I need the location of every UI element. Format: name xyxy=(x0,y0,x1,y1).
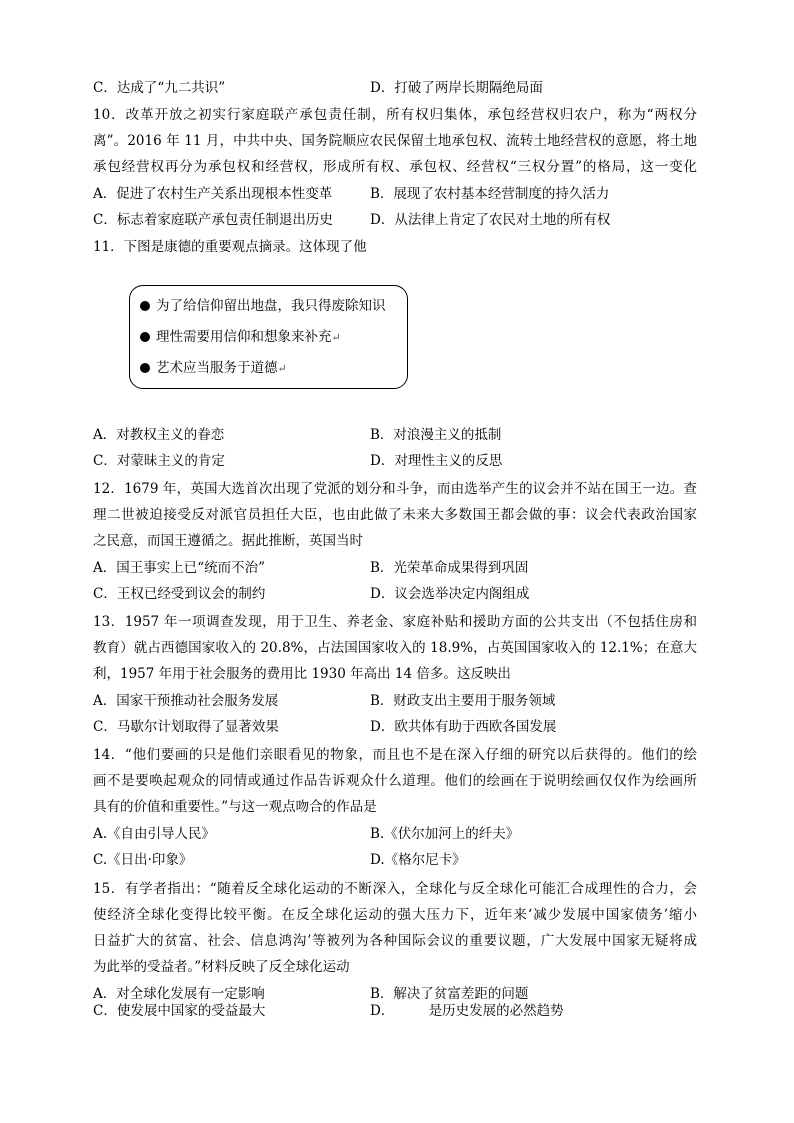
q14-option-a: A.《自由引导人民》 xyxy=(93,826,216,842)
q13-option-d: D．欧共体有助于西欧各国发展 xyxy=(370,719,557,735)
q11-option-c: C．对蒙昧主义的肯定 xyxy=(93,453,225,469)
q10-stem-line1: 10．改革开放之初实行家庭联产承包责任制，所有权归集体，承包经营权归农户，称为“两权分 xyxy=(93,107,697,123)
q13-option-a: A．国家干预推动社会服务发展 xyxy=(93,693,279,709)
q12-option-c: C．王权已经受到议会的制约 xyxy=(93,586,266,602)
q12-option-a: A．国王事实上已“统而不治” xyxy=(93,560,266,576)
q12-stem-line1: 12．1679 年，英国大选首次出现了党派的划分和斗争，而由选举产生的议会并不站在国王一边。查 xyxy=(93,481,697,497)
q10-stem-line2: 离”。2016 年 11 月，中共中央、国务院顺应农民保留土地承包权、流转土地经营权的意愿，将土地 xyxy=(93,133,697,149)
kant-quote-item: 为了给信仰留出地盘，我只得废除知识 xyxy=(140,297,386,315)
q12-option-d: D．议会选举决定内阁组成 xyxy=(370,586,530,602)
q15-stem-line3: 日益扩大的贫富、社会、信息鸿沟’等被列为各种国际会议的重要议题，广大发展中国家无疑将成 xyxy=(93,933,697,949)
q15-stem-line2: 使经济全球化变得比较平衡。在反全球化运动的强大压力下，近年来‘减少发展中国家债务’缩小 xyxy=(93,907,697,923)
q14-stem-line3: 具有的价值和重要性。”与这一观点吻合的作品是 xyxy=(93,799,377,815)
q14-option-c: C.《日出·印象》 xyxy=(93,852,193,868)
q10-option-b: B．展现了农村基本经营制度的持久活力 xyxy=(370,186,610,202)
q13-stem-line3: 利，1957 年用于社会服务的费用比 1930 年高出 14 倍多。这反映出 xyxy=(93,666,511,682)
q15-option-a: A．对全球化发展有一定影响 xyxy=(93,986,265,1002)
q14-stem-line2: 画不是要唤起观众的同情或通过作品告诉观众什么道理。他们的绘画在于说明绘画仅仅作为绘画所 xyxy=(93,773,697,789)
q9-option-d: D．打破了两岸长期隔绝局面 xyxy=(370,80,543,96)
q13-option-b: B．财政支出主要用于服务领域 xyxy=(370,693,556,709)
bullet-icon xyxy=(140,332,150,342)
kant-quote-item: 艺术应当服务于道德↵ xyxy=(140,359,287,378)
q9-option-c: C．达成了“九二共识” xyxy=(93,80,226,96)
q10-option-a: A．促进了农村生产关系出现根本性变革 xyxy=(93,186,333,202)
q14-option-b: B.《伏尔加河上的纤夫》 xyxy=(370,826,520,842)
q10-option-d: D．从法律上肯定了农民对土地的所有权 xyxy=(370,212,611,228)
q13-option-c: C．马歇尔计划取得了显著效果 xyxy=(93,719,279,735)
q11-option-a: A．对教权主义的眷恋 xyxy=(93,427,225,443)
q14-option-d: D.《格尔尼卡》 xyxy=(370,852,466,868)
q13-stem-line2: 教育）就占西德国家收入的 20.8%，占法国国家收入的 18.9%，占英国国家收入的 12.1%；在意大 xyxy=(93,640,697,656)
q12-option-b: B．光荣革命成果得到巩固 xyxy=(370,560,529,576)
q15-option-d: D． 是历史发展的必然趋势 xyxy=(370,1003,564,1019)
bullet-icon xyxy=(140,301,150,311)
q10-stem-line3: 承包经营权再分为承包权和经营权，形成所有权、承包权、经营权“三权分置”的格局，这一变化 xyxy=(93,159,697,175)
q15-stem-line4: 为此举的受益者。”材料反映了反全球化运动 xyxy=(93,959,350,975)
q11-option-d: D．对理性主义的反思 xyxy=(370,453,503,469)
q11-stem: 11．下图是康德的重要观点摘录。这体现了他 xyxy=(93,239,367,255)
bullet-icon xyxy=(140,363,150,373)
paragraph-mark-icon: ↵ xyxy=(331,331,341,344)
q13-stem-line1: 13．1957 年一项调查发现，用于卫生、养老金、家庭补贴和援助方面的公共支出（不包括住房和 xyxy=(93,614,697,630)
q12-stem-line2: 理二世被迫接受反对派官员担任大臣，也由此做了未来大多数国王都会做的事：议会代表政治国家 xyxy=(93,507,697,523)
q14-stem-line1: 14．“他们要画的只是他们亲眼看见的物象，而且也不是在深入仔细的研究以后获得的。他们的绘 xyxy=(93,747,697,763)
paragraph-mark-icon: ↵ xyxy=(277,362,287,375)
q10-option-c: C．标志着家庭联产承包责任制退出历史 xyxy=(93,212,333,228)
kant-quote-item: 理性需要用信仰和想象来补充↵ xyxy=(140,328,341,347)
q15-stem-line1: 15．有学者指出：“随着反全球化运动的不断深入，全球化与反全球化可能汇合成理性的合力，会 xyxy=(93,881,697,897)
q11-option-b: B．对浪漫主义的抵制 xyxy=(370,427,502,443)
q15-option-c: C．使发展中国家的受益最大 xyxy=(93,1003,266,1019)
q15-option-b: B．解决了贫富差距的问题 xyxy=(370,986,529,1002)
q12-stem-line3: 之民意，而国王遵循之。据此推断，英国当时 xyxy=(93,533,363,549)
